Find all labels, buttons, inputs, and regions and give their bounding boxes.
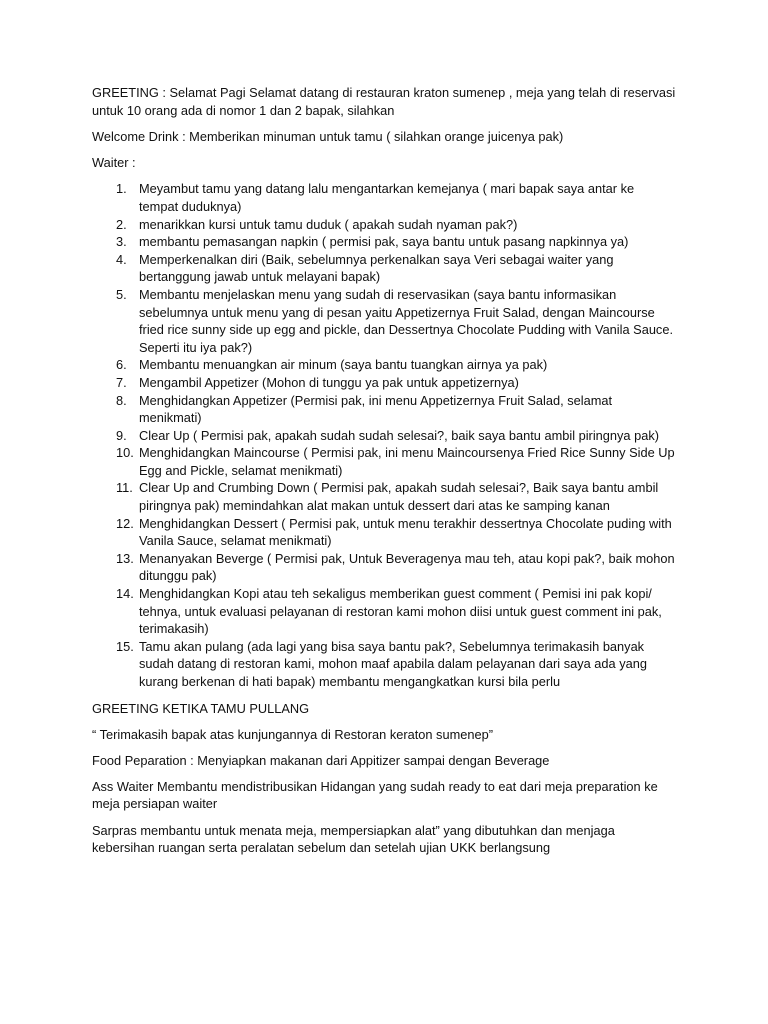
farewell-quote: “ Terimakasih bapak atas kunjungannya di Restoran keraton sumenep” [92, 726, 493, 742]
list-item [92, 286, 676, 356]
list-number: 4. [116, 251, 127, 267]
list-number: 5. [116, 286, 127, 302]
list-number: 2. [116, 216, 127, 232]
list-item-text: Membantu menjelaskan menu yang sudah di reservasikan (saya bantu informasikan sebelumnya untuk menu yang di pesan yaitu Appetizernya Fruit Salad, dengan Maincourse fried rice sunny side up egg and pickle, dan Dessertnya Chocolate Pudding with Vanila Sauce. Seperti itu iya pak?) [139, 286, 674, 355]
list-item-text: Menghidangkan Dessert ( Permisi pak, untuk menu terakhir dessertnya Chocolate puding with Vanila Sauce, selamat menikmati) [139, 515, 672, 549]
list-item [92, 233, 676, 251]
list-number: 12. [116, 515, 134, 531]
list-item [92, 638, 676, 691]
list-number: 8. [116, 392, 127, 408]
list-item [92, 515, 676, 550]
list-item [92, 392, 676, 427]
list-item [92, 356, 676, 374]
list-item-text: Menghidangkan Maincourse ( Permisi pak, ini menu Maincoursenya Fried Rice Sunny Side Up Egg and Pickle, selamat menikmati) [139, 445, 675, 478]
list-item [92, 585, 676, 638]
list-item [92, 550, 676, 585]
farewell-heading: GREETING KETIKA TAMU PULLANG [92, 700, 310, 716]
list-item-text: Menanyakan Beverge ( Permisi pak, Untuk Beveragenya mau teh, atau kopi pak?, baik mohon ditunggu pak) [139, 550, 675, 584]
list-item [92, 444, 676, 479]
list-item-text: Menghidangkan Appetizer (Permisi pak, ini menu Appetizernya Fruit Salad, selamat menikmati) [139, 392, 613, 426]
welcome-drink-paragraph: Welcome Drink : Memberikan minuman untuk tamu ( silahkan orange juicenya pak) [92, 128, 564, 144]
ass-waiter-paragraph: Ass Waiter Membantu mendistribusikan Hidangan yang sudah ready to eat dari meja preparation ke meja persiapan waiter [92, 778, 658, 812]
list-number: 10. [116, 445, 134, 461]
list-item-text: Clear Up and Crumbing Down ( Permisi pak, apakah sudah selesai?, Baik saya bantu ambil piringnya pak) memindahkan alat makan untuk dessert dari atas ke samping kanan [139, 480, 659, 514]
list-number: 1. [116, 181, 127, 197]
list-number: 11. [116, 480, 133, 496]
list-item-text: Menghidangkan Kopi atau teh sekaligus memberikan guest comment ( Pemisi ini pak kopi/ tehnya, untuk evaluasi pelayanan di restoran kami mohon diisi untuk guest comment ini pak, terimakasih) [139, 586, 662, 637]
sarpras-paragraph: Sarpras membantu untuk menata meja, mempersiapkan alat” yang dibutuhkan dan menjaga kebersihan ruangan serta peralatan sebelum dan setelah ujian UKK berlangsung [92, 822, 615, 856]
list-number: 3. [116, 234, 127, 250]
list-item-text: membantu pemasangan napkin ( permisi pak, saya bantu untuk pasang napkinnya ya) [139, 234, 629, 250]
list-item-text: Membantu menuangkan air minum (saya bantu tuangkan airnya ya pak) [139, 357, 548, 373]
list-item-text: menarikkan kursi untuk tamu duduk ( apakah sudah nyaman pak?) [139, 216, 518, 232]
list-item [92, 374, 676, 392]
list-item [92, 180, 676, 215]
waiter-steps-list [92, 180, 676, 690]
list-number: 15. [116, 638, 134, 654]
list-item [92, 251, 676, 286]
list-number: 6. [116, 357, 127, 373]
list-item-text: Tamu akan pulang (ada lagi yang bisa saya bantu pak?, Sebelumnya terimakasih banyak sudah datang di restoran kami, mohon maaf apabila dalam pelayanan dari saya ada yang kurang berkenan di hati bapak) membantu mengangkatkan kursi bila perlu [139, 638, 647, 689]
list-item [92, 216, 676, 234]
waiter-heading: Waiter : [92, 154, 136, 170]
food-preparation-paragraph: Food Peparation : Menyiapkan makanan dari Appitizer sampai dengan Beverage [92, 752, 550, 768]
list-item-text: Clear Up ( Permisi pak, apakah sudah sudah selesai?, baik saya bantu ambil piringnya pak) [139, 427, 659, 443]
list-item [92, 427, 676, 445]
greeting-paragraph: GREETING : Selamat Pagi Selamat datang di restauran kraton sumenep , meja yang telah di reservasi untuk 10 orang ada di nomor 1 dan 2 bapak, silahkan [92, 85, 676, 118]
list-number: 13. [116, 550, 134, 566]
list-item [92, 479, 676, 514]
list-item-text: Memperkenalkan diri (Baik, sebelumnya perkenalkan saya Veri sebagai waiter yang bertanggung jawab untuk melayani bapak) [139, 251, 614, 285]
list-number: 9. [116, 427, 127, 443]
list-number: 7. [116, 374, 127, 390]
list-item-text: Meyambut tamu yang datang lalu mengantarkan kemejanya ( mari bapak saya antar ke tempat duduknya) [139, 181, 635, 214]
list-number: 14. [116, 586, 134, 602]
list-item-text: Mengambil Appetizer (Mohon di tunggu ya pak untuk appetizernya) [139, 374, 519, 390]
